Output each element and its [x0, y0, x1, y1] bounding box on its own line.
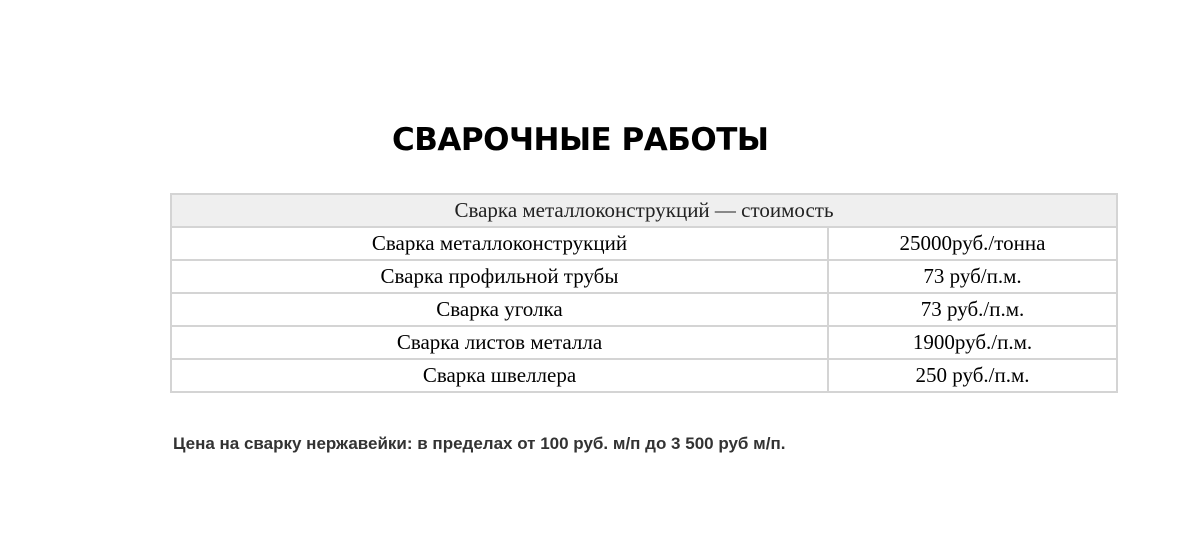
service-name-cell: Сварка листов металла [171, 326, 828, 359]
table-header-row [171, 194, 1117, 227]
price-table [170, 193, 1118, 393]
page-title: СВАРОЧНЫЕ РАБОТЫ [392, 122, 769, 158]
table-row [171, 326, 1117, 359]
service-name-cell: Сварка уголка [171, 293, 828, 326]
service-name-cell: Сварка швеллера [171, 359, 828, 392]
table-header: Сварка металлоконструкций — стоимость [171, 194, 1117, 227]
stainless-price-note: Цена на сварку нержавейки: в пределах от 100 руб. м/п до 3 500 руб м/п. [173, 434, 786, 453]
price-cell: 73 руб./п.м. [828, 293, 1117, 326]
table-row [171, 293, 1117, 326]
price-cell: 73 руб/п.м. [828, 260, 1117, 293]
price-cell: 1900руб./п.м. [828, 326, 1117, 359]
price-cell: 25000руб./тонна [828, 227, 1117, 260]
price-cell: 250 руб./п.м. [828, 359, 1117, 392]
table-row [171, 359, 1117, 392]
service-name-cell: Сварка профильной трубы [171, 260, 828, 293]
service-name-cell: Сварка металлоконструкций [171, 227, 828, 260]
table-row [171, 227, 1117, 260]
table-row [171, 260, 1117, 293]
